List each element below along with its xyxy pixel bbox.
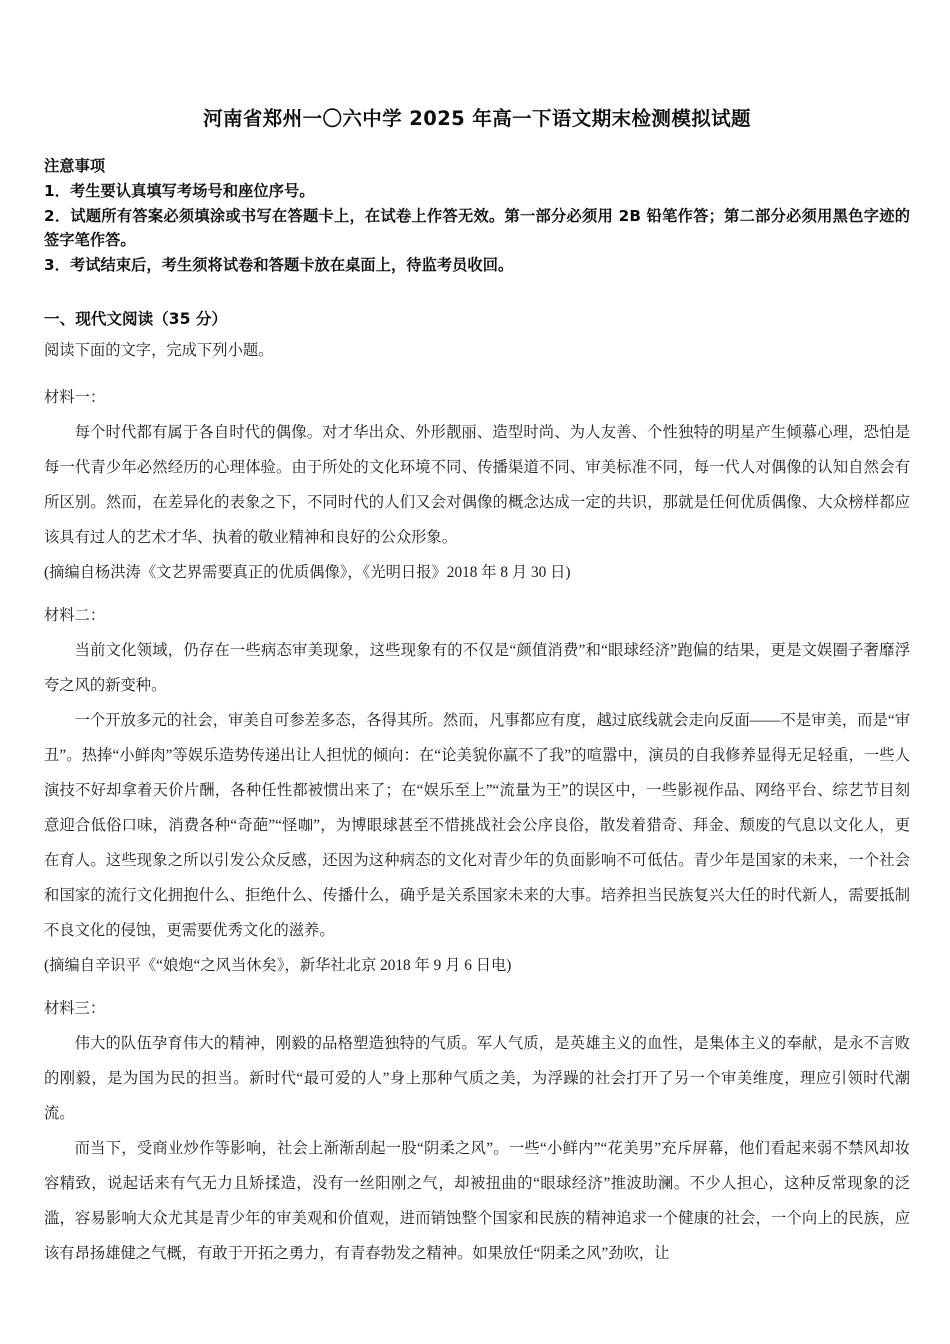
material-1-paragraph-1: 每个时代都有属于各自时代的偶像。对才华出众、外形靓丽、造型时尚、为人友善、个性独特的明星产生倾慕心理，恐怕是每一代青少年必然经历的心理体验。由于所处的文化环境不同、传播渠道不同、审美标准不同，每一代人对偶像的认知自然会有所区别。然而，在差异化的表象之下，不同时代的人们又会对偶像的概念达成一定的共识，那就是任何优质偶像、大众榜样都应该具有过人的艺术才华、执着的敬业精神和良好的公众形象。: [44, 424, 910, 547]
material-2-paragraph-1: 当前文化领域，仍存在一些病态审美现象，这些现象有的不仅是“颜值消费”和“眼球经济”跑偏的结果，更是文娱圈子奢靡浮夸之风的新变种。: [44, 642, 910, 695]
notice-block: [44, 154, 910, 277]
material-2-source: (摘编自辛识平《“娘炮“之风当休矣》，新华社北京 2018 年 9 月 6 日电): [44, 957, 512, 975]
notice-item-2: 2．试题所有答案必须填涂或书写在答题卡上，在试卷上作答无效。第一部分必须用 2B 铅笔作答；第二部分必须用黑色字迹的签字笔作答。: [44, 206, 910, 250]
section-heading-modern-reading: 一、现代文阅读（35 分）: [44, 310, 228, 329]
material-label-3: 材料三：: [44, 1000, 106, 1018]
notice-item-1: 1．考生要认真填写考场号和座位序号。: [44, 181, 315, 200]
material-3-paragraph-2: 而当下，受商业炒作等影响，社会上渐渐刮起一股“阴柔之风”。一些“小鲜内”“花美男”充斥屏幕，他们看起来弱不禁风却妆容精致，说起话来有气无力且矫揉造，没有一丝阳刚之气，却被扭曲的“眼球经济”推波助澜。不少人担心，这种反常现象的泛滥，容易影响大众尤其是青少年的审美观和价值观，进而销蚀整个国家和民族的精神追求一个健康的社会，一个向上的民族，应该有昂扬雄健之气概，有敢于开拓之勇力，有青春勃发之精神。如果放任“阴柔之风”劲吹，让: [44, 1140, 910, 1263]
page-content: [44, 0, 910, 1271]
material-1-source: (摘编自杨洪涛《文艺界需要真正的优质偶像》，《光明日报》2018 年 8 月 30 日): [44, 564, 571, 582]
notice-heading: 注意事项: [44, 157, 106, 176]
page-title: 河南省郑州一〇六中学 2025 年高一下语文期末检测模拟试题: [203, 107, 751, 130]
section-instruction: 阅读下面的文字，完成下列小题。: [44, 342, 274, 360]
notice-item-3: 3．考试结束后，考生须将试卷和答题卡放在桌面上，待监考员收回。: [44, 255, 514, 274]
material-label-1: 材料一：: [44, 389, 106, 407]
material-3-paragraph-1: 伟大的队伍孕育伟大的精神，刚毅的品格塑造独特的气质。军人气质，是英雄主义的血性，是集体主义的奉献，是永不言败的刚毅，是为国为民的担当。新时代“最可爱的人”身上那种气质之美，为浮躁的社会打开了另一个审美维度，理应引领时代潮流。: [44, 1035, 910, 1123]
material-2-paragraph-2: 一个开放多元的社会，审美自可参差多态，各得其所。然而，凡事都应有度，越过底线就会走向反面——不是审美，而是“审丑”。热捧“小鲜肉”等娱乐造势传递出让人担忧的倾向：在“论美貌你赢不了我”的喧嚣中，演员的自我修养显得无足轻重，一些人演技不好却拿着天价片酬，各种任性都被惯出来了；在“娱乐至上”“流量为王”的误区中，一些影视作品、网络平台、综艺节目刻意迎合低俗口味，消费各种“奇葩”“怪咖”，为博眼球甚至不惜挑战社会公序良俗，散发着猎奇、拜金、颓废的气息以文化人，更在育人。这些现象之所以引发公众反感，还因为这种病态的文化对青少年的负面影响不可低估。青少年是国家的未来，一个社会和国家的流行文化拥抱什么、拒绝什么、传播什么，确乎是关系国家未来的大事。培养担当民族复兴大任的时代新人，需要抵制不良文化的侵蚀，更需要优秀文化的滋养。: [44, 712, 910, 940]
material-label-2: 材料二：: [44, 607, 106, 625]
